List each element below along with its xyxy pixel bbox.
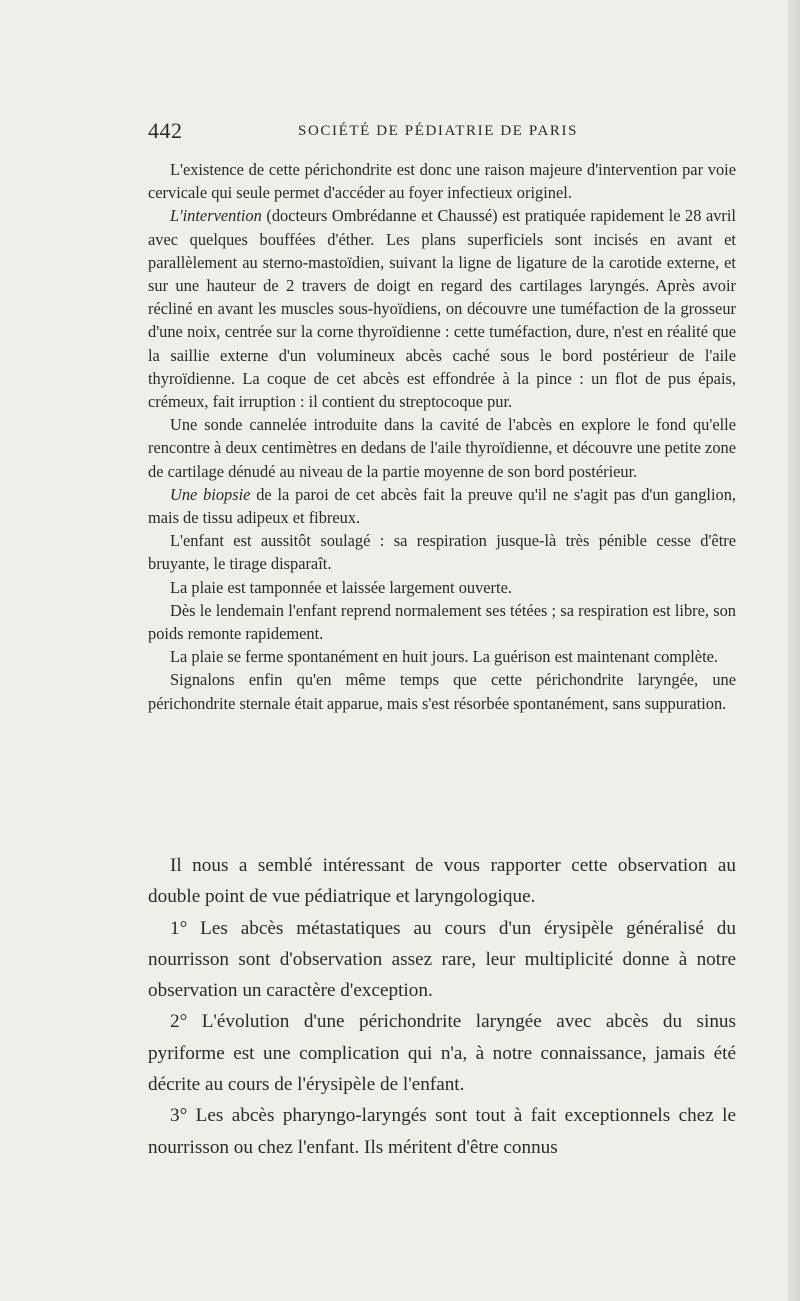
paragraph: 3° Les abcès pharyngo-laryngés sont tout à fait exceptionnels chez le nourrisson ou chez l'enfant. Ils méritent d'être connus (148, 1105, 736, 1158)
page-edge (788, 0, 800, 1301)
paragraph: Il nous a semblé intéressant de vous rapporter cette observation au double point de vue pédiatrique et laryngologique. (148, 855, 736, 908)
paragraph: La plaie est tamponnée et laissée largement ouverte. (170, 577, 512, 597)
paragraph-text: (docteurs Ombrédanne et Chaussé) est pratiquée rapidement le 28 avril avec quelques bouffées d'éther. Les plans superficiels sont incisés en avant et parallèlement au sterno-mastoïdien, suivant la ligne de ligature de la carotide externe, et sur une hauteur de 2 travers de doigt en regard des cartilages laryngés. Après avoir récliné en avant les muscles sous-hyoïdiens, on découvre une tuméfaction de la grosseur d'une noix, centrée sur la corne thyroïdienne : cette tuméfaction, dure, n'est en réalité que la saillie externe d'un volumineux abcès caché sous le bord postérieur de l'aile thyroïdienne. La coque de cet abcès est effondrée à la pince : un flot de pus épais, crémeux, fait irruption : il contient du streptocoque pur. (148, 206, 736, 412)
running-title: SOCIÉTÉ DE PÉDIATRIE DE PARIS (298, 123, 579, 139)
paragraph: 1° Les abcès métastatiques au cours d'un érysipèle généralisé du nourrisson sont d'observation assez rare, leur multiplicité donne à notre observation un caractère d'exception. (148, 917, 736, 1002)
italic-lead: Une biopsie (170, 484, 251, 504)
paragraph (148, 204, 736, 413)
discussion-text (148, 850, 736, 1163)
paragraph: L'existence de cette périchondrite est donc une raison majeure d'intervention par voie cervicale qui seule permet d'accéder au foyer infectieux originel. (148, 160, 736, 203)
paragraph: Une sonde cannelée introduite dans la cavité de l'abcès en explore le fond qu'elle rencontre à deux centimètres en dedans de l'aile thyroïdienne, et découvre une petite zone de cartilage dénudé au niveau de la partie moyenne de son bord postérieur. (148, 415, 736, 481)
paragraph: 2° L'évolution d'une périchondrite laryngée avec abcès du sinus pyriforme est une complication qui n'a, à notre connaissance, jamais été décrite au cours de l'érysipèle de l'enfant. (148, 1011, 736, 1096)
paragraph: L'enfant est aussitôt soulagé : sa respiration jusque-là très pénible cesse d'être bruyante, le tirage disparaît. (148, 531, 736, 574)
paragraph: Dès le lendemain l'enfant reprend normalement ses tétées ; sa respiration est libre, son poids remonte rapidement. (148, 600, 736, 644)
page-header (148, 118, 736, 148)
paragraph: Signalons enfin qu'en même temps que cette périchondrite laryngée, une périchondrite sternale était apparue, mais s'est résorbée spontanément, sans suppuration. (148, 670, 736, 713)
paragraph-text: de la paroi de cet abcès fait la preuve qu'il ne s'agit pas d'un ganglion, mais de tissu adipeux et fibreux. (148, 484, 736, 528)
italic-lead: L'intervention (170, 206, 262, 226)
page-number: 442 (148, 118, 183, 143)
paragraph (148, 483, 736, 529)
paragraph: La plaie se ferme spontanément en huit jours. La guérison est maintenant complète. (170, 647, 718, 667)
case-report-text (148, 158, 736, 715)
